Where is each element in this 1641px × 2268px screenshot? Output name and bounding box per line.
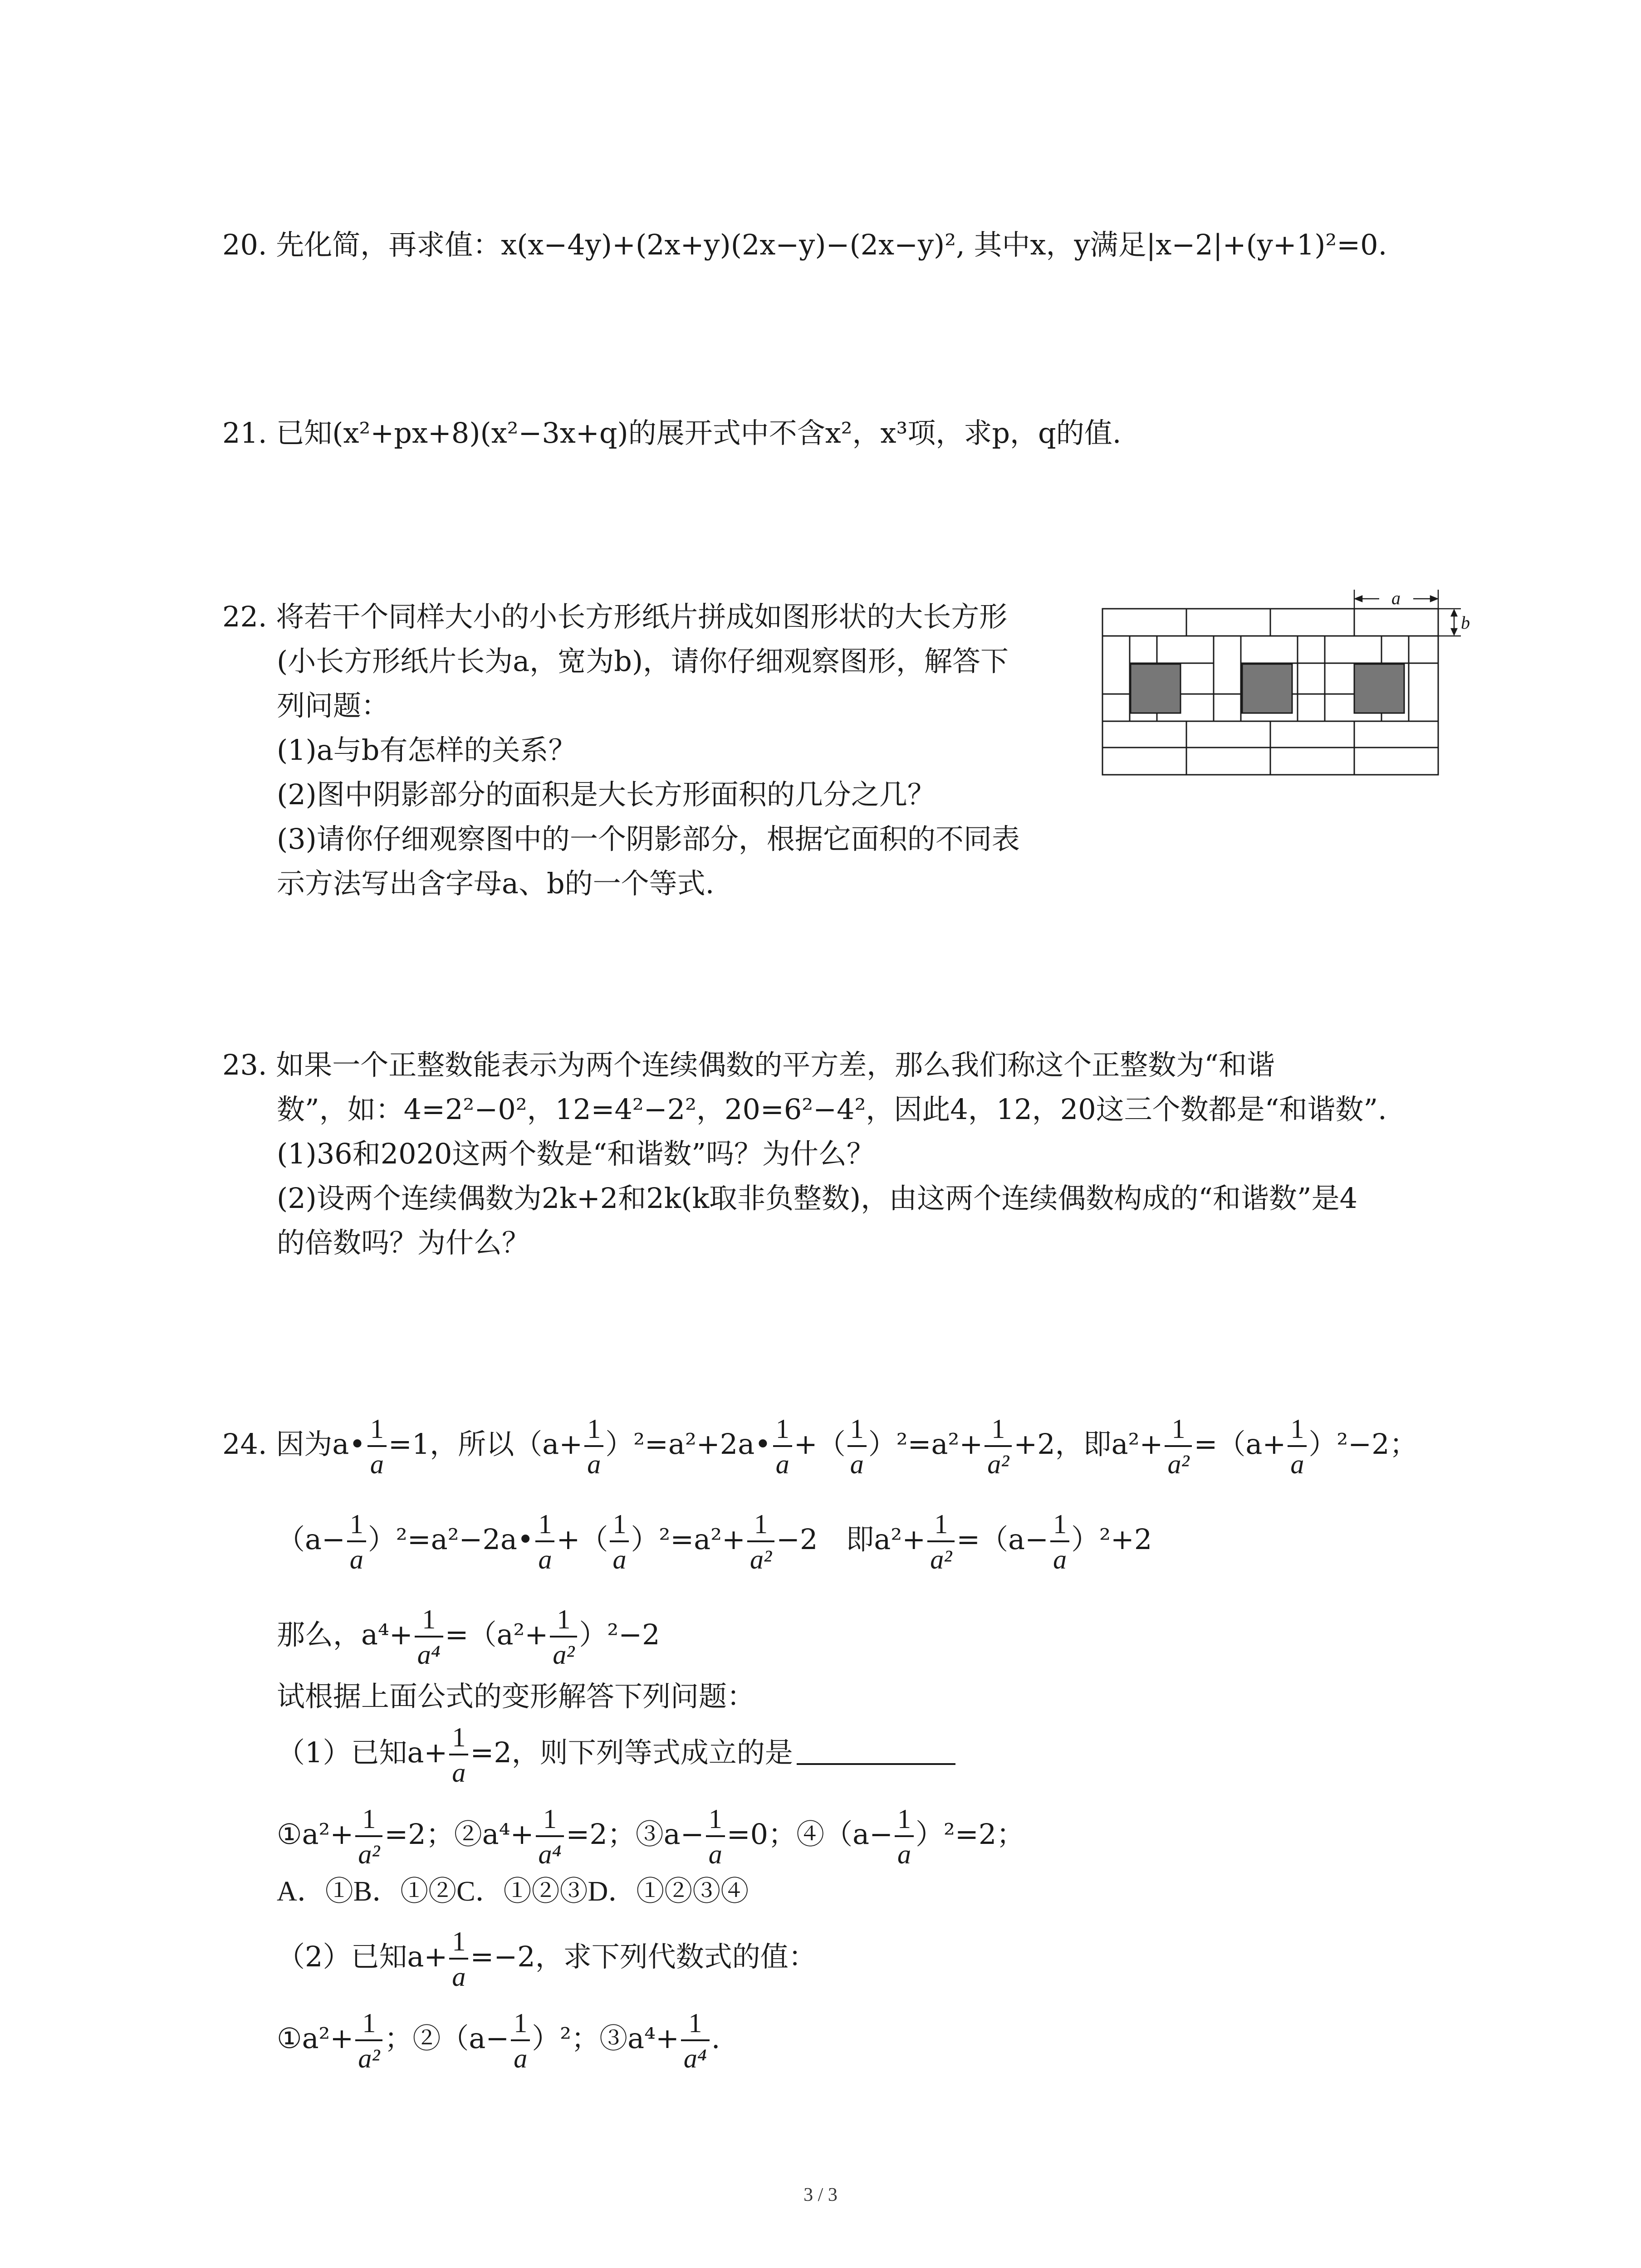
fraction-1-over-a4: $\frac{1}{\text{a⁴}}$ (536, 1805, 564, 1868)
shaded-square-2 (1242, 664, 1292, 713)
fraction-1-over-a: $\frac{1}{a}$ (895, 1805, 914, 1868)
fraction-1-over-a: $\frac{1}{a}$ (449, 1928, 468, 1990)
shaded-square-3 (1354, 664, 1404, 713)
fraction-1-over-a2: $\frac{1}{\text{a²}}$ (985, 1415, 1012, 1478)
q23-line-3: (1)36和2020这两个数是“和谐数”吗？为什么？ (277, 1137, 875, 1170)
fraction-1-over-a: $\frac{1}{a}$ (1050, 1510, 1069, 1573)
fraction-1-over-a2: $\frac{1}{\text{a²}}$ (355, 1805, 382, 1868)
q22-line-6: (3)请你仔细观察图中的一个阴影部分，根据它面积的不同表 (277, 822, 1020, 855)
fraction-1-over-a4: $\frac{1}{\text{a⁴}}$ (415, 1606, 443, 1668)
fraction-1-over-a: $\frac{1}{a}$ (584, 1415, 603, 1478)
fraction-1-over-a: $\frac{1}{a}$ (847, 1415, 867, 1478)
q22-line-3: 列问题： (277, 689, 390, 722)
fraction-1-over-a: $\frac{1}{a}$ (610, 1510, 629, 1573)
q22-line-1: 22. 将若干个同样大小的小长方形纸片拼成如图形状的大长方形 (222, 600, 1008, 633)
fraction-1-over-a4: $\frac{1}{\text{a⁴}}$ (681, 2009, 710, 2072)
fraction-1-over-a: $\frac{1}{a}$ (773, 1415, 792, 1478)
fraction-1-over-a2: $\frac{1}{\text{a²}}$ (747, 1510, 774, 1573)
dimension-label-a: a (1391, 588, 1401, 608)
q22-line-4: (1)a与b有怎样的关系？ (277, 733, 577, 767)
q24-line-3: 那么，a⁴+ $\frac{1}{\text{a⁴}}$ =（a²+ $\frac{1}{\text{a²}}$ ）²−2 (277, 1604, 660, 1670)
q24-line-8: （2）已知a+ $\frac{1}{a}$ =−2，求下列代数式的值： (277, 1926, 817, 1992)
q24-line-6: ①a²+ $\frac{1}{\text{a²}}$ =2；②a⁴+ $\frac{1}{\text{a⁴}}$ =2；③a− $\frac{1}{a}$ =0；④（a− $\frac{1}{a}$ ）²=2； (277, 1804, 1025, 1869)
fraction-1-over-a2: $\frac{1}{\text{a²}}$ (550, 1606, 577, 1668)
answer-blank[interactable] (797, 1763, 955, 1765)
q23-line-2: 数”，如：4=2²−0²，12=4²−2²，20=6²−4²，因此4，12，20这三个数都是“和谐数”. (277, 1093, 1387, 1126)
q24-choices: A．①B．①②C．①②③D．①②③④ (277, 1876, 749, 1907)
fraction-1-over-a: $\frac{1}{a}$ (449, 1724, 468, 1786)
q24-line-2: （a− $\frac{1}{a}$ ）²=a²−2a• $\frac{1}{a}$ +（ $\frac{1}{a}$ ）²=a²+ $\frac{1}{\text{a²}}$ −2 即a²+ $\frac{1}{\text{a²}}$ =（a− $\frac{1}{a}$ ）²+2 (277, 1509, 1152, 1574)
fraction-1-over-a2: $\frac{1}{\text{a²}}$ (1165, 1415, 1192, 1478)
dimension-label-b: b (1461, 612, 1470, 633)
question-20 (222, 227, 1387, 263)
q22-line-5: (2)图中阴影部分的面积是大长方形面积的几分之几？ (277, 778, 936, 811)
q24-line-4: 试根据上面公式的变形解答下列问题： (277, 1680, 755, 1713)
fraction-1-over-a: $\frac{1}{a}$ (1288, 1415, 1307, 1478)
q22-line-2: (小长方形纸片长为a，宽为b)，请你仔细观察图形，解答下 (277, 645, 1009, 678)
q22-line-7: 示方法写出含字母a、b的一个等式. (277, 867, 715, 900)
fraction-1-over-a: $\frac{1}{a}$ (347, 1510, 366, 1573)
fraction-1-over-a: $\frac{1}{a}$ (535, 1510, 554, 1573)
fraction-1-over-a: $\frac{1}{a}$ (706, 1805, 725, 1868)
page-number: 3 / 3 (803, 2185, 838, 2205)
q20-text: 20. 先化简，再求值：x(x−4y)+(2x+y)(2x−y)−(2x−y)², 其中x，y满足|x−2|+(y+1)²=0. (222, 228, 1387, 261)
q23-line-5: 的倍数吗？为什么？ (277, 1226, 530, 1259)
rectangle-tiling-figure (1098, 585, 1470, 776)
shaded-square-1 (1131, 664, 1181, 713)
q24-line-1: 24. 因为a• $\frac{1}{a}$ =1，所以（a+ $\frac{1}{a}$ ）²=a²+2a• $\frac{1}{a}$ +（ $\frac{1}{a}$ ）²=a²+ $\frac{1}{\text{a²}}$ +2，即a²+ $\frac{1}{\text{a²}}$ =（a+ $\frac{1}{a}$ ）²−2； (222, 1414, 1418, 1479)
q21-text: 21. 已知(x²+px+8)(x²−3x+q)的展开式中不含x²，x³项，求p，q的值. (222, 416, 1122, 450)
fraction-1-over-a: $\frac{1}{a}$ (367, 1415, 387, 1478)
fraction-1-over-a2: $\frac{1}{\text{a²}}$ (927, 1510, 955, 1573)
fraction-1-over-a: $\frac{1}{a}$ (511, 2009, 530, 2072)
q24-line-5: （1）已知a+ $\frac{1}{a}$ =2，则下列等式成立的是 (277, 1724, 955, 1786)
q24-line-9: ①a²+ $\frac{1}{\text{a²}}$ ；②（a− $\frac{1}{a}$ ）²；③a⁴+ $\frac{1}{\text{a⁴}}$ . (277, 2008, 720, 2073)
fraction-1-over-a2: $\frac{1}{\text{a²}}$ (355, 2009, 382, 2072)
q23-line-1: 23. 如果一个正整数能表示为两个连续偶数的平方差，那么我们称这个正整数为“和谐 (222, 1048, 1275, 1081)
q23-line-4: (2)设两个连续偶数为2k+2和2k(k取非负整数)，由这两个连续偶数构成的“和谐数”是4 (277, 1182, 1358, 1215)
question-21 (222, 415, 1121, 451)
